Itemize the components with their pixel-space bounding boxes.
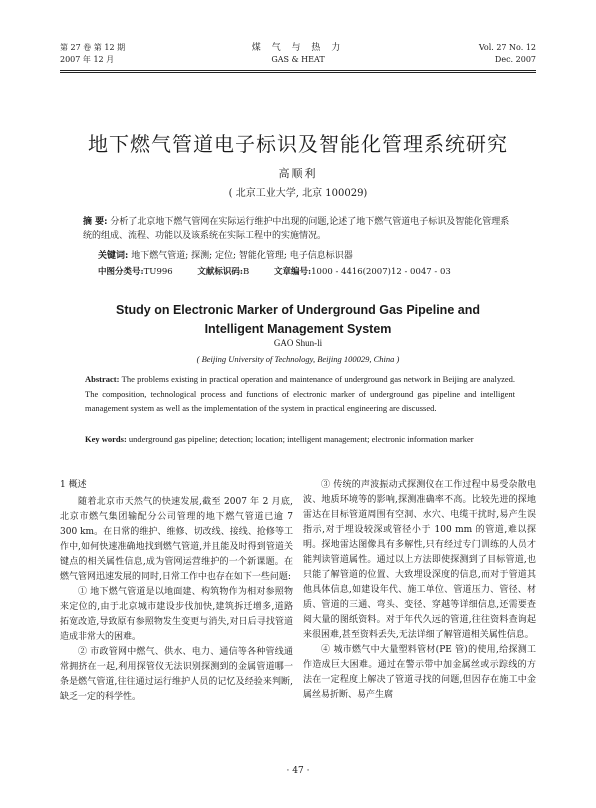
abstract-en-text: The problems existing in practical operation and maintenance of underground gas network in Beijing are analyzed. The composition, technological process and functions of electronic marker of underground gas pipeline and intelligent management system as well as the implementation of the system in practical engineering are discussed.: [85, 374, 515, 414]
keywords-en-text: underground gas pipeline; detection; location; intelligent management; electronic information marker: [128, 434, 474, 444]
paper-title-en: [0, 301, 596, 339]
abstract-en: [85, 372, 515, 416]
keywords-cn: [98, 248, 518, 261]
header-volume-issue-cn: 第 27 卷 第 12 期: [60, 43, 126, 52]
keywords-cn-label: 关键词:: [98, 251, 129, 261]
header-rule-top: [60, 70, 536, 71]
body-paragraph: ④ 城市燃气中大量塑料管材(PE 管)的使用,给探测工作造成巨大困难。通过在警示带中加金属丝或示踪线的方法在一定程度上解决了管道寻找的问题,但因存在施工中金属丝易折断、易产生腐: [303, 645, 536, 700]
keywords-cn-text: 地下燃气管道; 探测; 定位; 智能化管理; 电子信息标识器: [131, 251, 353, 261]
header-right: [479, 42, 536, 66]
journal-title-en: GAS & HEAT: [271, 55, 325, 64]
document-code: 文献标识码:B: [197, 267, 250, 277]
body-paragraph: ① 地下燃气管道是以地面建、构筑物作为相对参照物来定位的,由于北京城市建设步伐加快,建筑拆迁增多,道路拓宽改造,导致原有参照物发生变更与消失,对日后寻找管道造成非常大的困难。: [60, 587, 293, 642]
keywords-en: [85, 432, 515, 447]
header-date-cn: 2007 年 12 月: [60, 55, 115, 64]
header-rule-bottom: [60, 72, 536, 73]
header-date-en: Dec. 2007: [494, 55, 536, 64]
article-number: 文章编号:1000 - 4416(2007)12 - 0047 - 03: [274, 267, 451, 277]
abstract-cn: [83, 215, 515, 243]
header-volume-issue-en: Vol. 27 No. 12: [478, 43, 536, 52]
abstract-cn-label: 摘 要:: [83, 217, 108, 227]
paper-title-en-line1: Study on Electronic Marker of Underground Gas Pipeline and: [116, 303, 480, 317]
affiliation-en: ( Beijing University of Technology, Beijing 100029, China ): [196, 354, 400, 364]
body-paragraph: ② 市政管网中燃气、供水、电力、通信等各种管线通常拥挤在一起,利用探管仪无法识别探测到的金属管道哪一条是燃气管道,往往通过运行维护人员的记忆及经验来判断,缺乏一定的科学性。: [60, 647, 293, 702]
paper-title-en-line2: Intelligent Management System: [204, 322, 392, 336]
author-en: GAO Shun-li: [273, 338, 323, 348]
abstract-en-label: Abstract:: [85, 374, 120, 384]
body-paragraph: 随着北京市天然气的快速发展,截至 2007 年 2 月底,北京市燃气集团输配分公司管理的地下燃气管道已逾 7 300 km。在日常的维护、维修、切改线、接线、抢修等工作中,如何快速准确地找到燃气管道,并且能及时得到管道关键点的相关属性信息,成为管网运营维护的一个新课题。在燃气管网迅速发展的同时,日常工作中也存在如下一些问题:: [60, 497, 293, 582]
section-heading: 1 概述: [60, 480, 87, 490]
affiliation-cn: ( 北京工业大学, 北京 100029): [228, 188, 368, 199]
author-cn: 高顺利: [278, 167, 318, 180]
body-column-left: [60, 478, 293, 705]
page-number: · 47 ·: [286, 766, 310, 776]
body-paragraph: ③ 传统的声波振动式探测仪在工作过程中易受杂散电波、地质环境等的影响,探测准确率不高。比较先进的探地雷达在目标管道周围有空洞、水穴、电缆干扰时,易产生误指示,对于埋设较深或管径小于 100 mm 的管道,难以探明。探地雷达图像具有多解性,只有经过专门训练的人员才能判读管道属性。通过以上方法即使探测到了目标管道,也只能了解管道的位置、大致埋设深度的信息,而对于管道其他具体信息,如建设年代、施工单位、管道压力、管径、材质、管道的三通、弯头、变径、穿越等详细信息,还需要查阅大量的图纸资料。对于年代久远的管道,往往资料查询起来很困难,甚至资料丢失,无法详细了解管道相关属性信息。: [303, 480, 536, 640]
clc-number: 中图分类号:TU996: [98, 267, 173, 277]
abstract-cn-text: 分析了北京地下燃气管网在实际运行维护中出现的问题,论述了地下燃气管道电子标识及智能化管理系统的组成、流程、功能以及该系统在实际工程中的实施情况。: [83, 217, 510, 241]
keywords-en-label: Key words:: [85, 434, 127, 444]
body-column-right: [303, 478, 536, 703]
classification-line: [98, 265, 518, 277]
paper-title-cn: 地下燃气管道电子标识及智能化管理系统研究: [88, 132, 508, 156]
journal-title-cn: 煤 气 与 热 力: [251, 43, 345, 53]
